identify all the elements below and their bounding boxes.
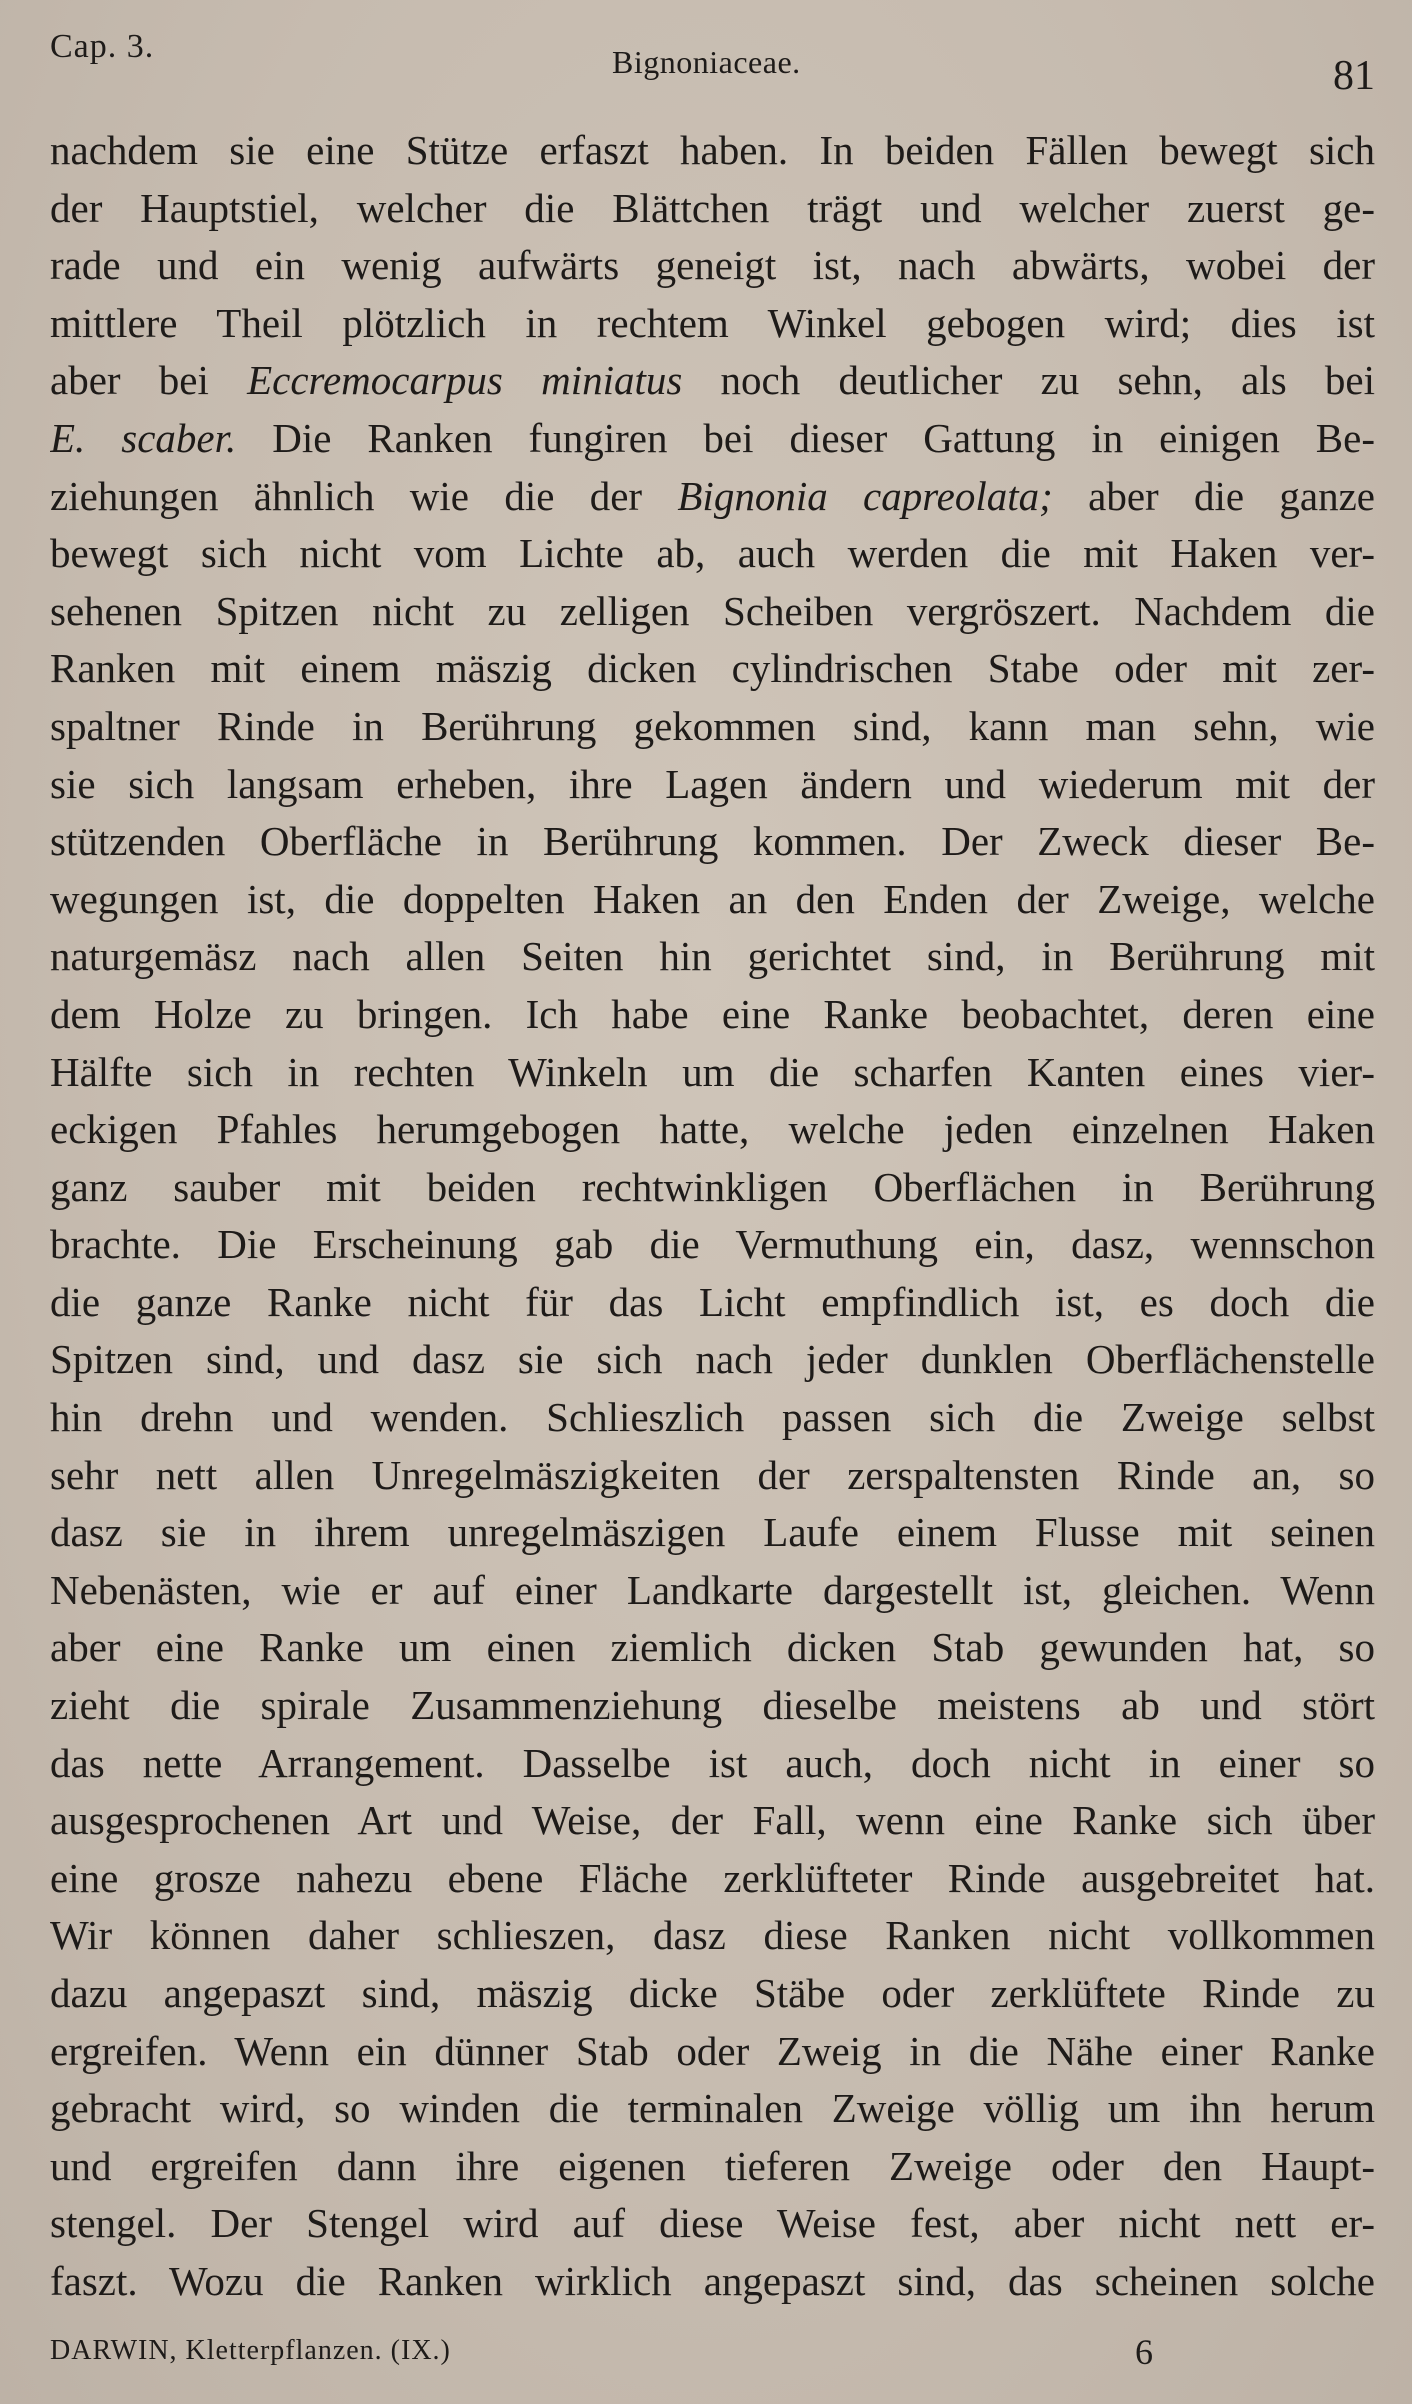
text-segment-before: faszt. Wozu die Ranken wirklich angepaszt sind, das scheinen solche <box>50 2257 1375 2304</box>
text-line <box>50 2253 1375 2311</box>
text-line <box>50 813 1375 871</box>
italic-taxon-name: Bignonia capreolata; <box>677 472 1053 519</box>
page-number: 81 <box>1333 53 1375 99</box>
text-segment-before: nachdem sie eine Stütze erfaszt haben. In beiden Fällen bewegt sich <box>50 127 1375 173</box>
text-line <box>50 295 1375 353</box>
page-footer <box>50 2332 1375 2385</box>
text-line <box>50 1447 1375 1505</box>
text-line <box>50 871 1375 929</box>
text-line <box>50 1331 1375 1389</box>
text-line <box>50 583 1375 641</box>
text-segment-before: sehr nett allen Unregelmäszigkeiten der zerspaltensten Rinde an, so <box>50 1451 1375 1498</box>
text-segment-before: Wir können daher schlieszen, dasz diese Ranken nicht vollkommen <box>50 1912 1375 1959</box>
text-line <box>50 122 1375 180</box>
text-segment-before: die ganze Ranke nicht für das Licht empfindlich ist, es doch die <box>50 1278 1375 1325</box>
text-line <box>50 2195 1375 2253</box>
text-line <box>50 1619 1375 1677</box>
text-segment-before: bewegt sich nicht vom Lichte ab, auch werden die mit Haken ver- <box>50 530 1375 577</box>
text-line <box>50 1504 1375 1562</box>
text-line <box>50 756 1375 814</box>
text-segment-before: Nebenästen, wie er auf einer Landkarte dargestellt ist, gleichen. Wenn <box>50 1566 1375 1613</box>
text-line <box>50 1389 1375 1447</box>
text-line <box>50 640 1375 698</box>
text-segment-before: Spitzen sind, und dasz sie sich nach jeder dunklen Oberflächenstelle <box>50 1336 1375 1383</box>
text-segment-before: aber eine Ranke um einen ziemlich dicken Stab gewunden hat, so <box>50 1624 1375 1671</box>
text-segment-before: wegungen ist, die doppelten Haken an den Enden der Zweige, welche <box>50 875 1375 922</box>
text-line <box>50 928 1375 986</box>
text-line <box>50 180 1375 238</box>
text-segment-before: dazu angepaszt sind, mäszig dicke Stäbe oder zerklüftete Rinde zu <box>50 1970 1375 2016</box>
text-line <box>50 1216 1375 1274</box>
text-line <box>50 410 1375 468</box>
text-line <box>50 2138 1375 2196</box>
text-segment-before: hin drehn und wenden. Schlieszlich passen sich die Zweige selbst <box>50 1394 1375 1441</box>
text-segment-before: stengel. Der Stengel wird auf diese Weise fest, aber nicht nett er- <box>50 2200 1375 2247</box>
text-line <box>50 1735 1375 1793</box>
running-title: Bignoniaceae. <box>612 44 801 80</box>
text-segment-before: gebracht wird, so winden die terminalen Zweige völlig um ihn herum <box>50 2085 1375 2132</box>
body-text <box>50 122 1375 2311</box>
text-line <box>50 698 1375 756</box>
text-segment-before: dasz sie in ihrem unregelmäszigen Laufe einem Flusse mit seinen <box>50 1509 1375 1556</box>
text-line <box>50 237 1375 295</box>
text-segment-before: und ergreifen dann ihre eigenen tieferen Zweige oder den Haupt- <box>50 2142 1375 2189</box>
text-segment-before: das nette Arrangement. Dasselbe ist auch, doch nicht in einer so <box>50 1739 1375 1786</box>
text-segment-after: noch deutlicher zu sehn, als bei <box>682 357 1375 404</box>
text-segment-before: sehenen Spitzen nicht zu zelligen Scheiben vergröszert. Nachdem die <box>50 587 1375 634</box>
text-segment-before: dem Holze zu bringen. Ich habe eine Ranke beobachtet, deren eine <box>50 990 1375 1037</box>
text-segment-before: Ranken mit einem mäszig dicken cylindrischen Stabe oder mit zer- <box>50 645 1375 692</box>
text-segment-before: der Hauptstiel, welcher die Blättchen trägt und welcher zuerst ge- <box>50 184 1375 231</box>
text-line <box>50 1792 1375 1850</box>
text-line <box>50 986 1375 1044</box>
text-line <box>50 1677 1375 1735</box>
text-segment-before: ausgesprochenen Art und Weise, der Fall, wenn eine Ranke sich über <box>50 1797 1375 1844</box>
text-segment-after: Die Ranken fungiren bei dieser Gattung in einigen Be- <box>236 414 1375 461</box>
text-segment-before: ziehungen ähnlich wie die der <box>50 472 678 519</box>
chapter-label: Cap. 3. <box>50 28 155 65</box>
text-segment-before: mittlere Theil plötzlich in rechtem Winkel gebogen wird; dies ist <box>50 299 1375 346</box>
text-line <box>50 1907 1375 1965</box>
text-line <box>50 1850 1375 1908</box>
text-segment-after: aber die ganze <box>1052 472 1375 519</box>
text-line <box>50 1159 1375 1217</box>
text-segment-before: spaltner Rinde in Berührung gekommen sind, kann man sehn, wie <box>50 702 1375 749</box>
text-line <box>50 525 1375 583</box>
text-segment-before: brachte. Die Erscheinung gab die Vermuthung ein, dasz, wennschon <box>50 1221 1375 1268</box>
italic-taxon-name: Eccremocarpus miniatus <box>247 357 683 404</box>
text-line <box>50 1101 1375 1159</box>
text-segment-before: ergreifen. Wenn ein dünner Stab oder Zweig in die Nähe einer Ranke <box>50 2027 1375 2074</box>
text-line <box>50 2023 1375 2081</box>
text-line <box>50 2080 1375 2138</box>
text-line <box>50 468 1375 526</box>
text-line <box>50 1965 1375 2023</box>
text-segment-before: zieht die spirale Zusammenziehung dieselbe meistens ab und stört <box>50 1682 1375 1729</box>
text-line <box>50 1562 1375 1620</box>
footer-imprint: DARWIN, Kletterpflanzen. (IX.) <box>50 2335 451 2366</box>
italic-taxon-name: E. scaber. <box>50 414 237 461</box>
signature-mark: 6 <box>1135 2332 1153 2372</box>
text-segment-before: Hälfte sich in rechten Winkeln um die scharfen Kanten eines vier- <box>50 1048 1375 1095</box>
text-segment-before: eine grosze nahezu ebene Fläche zerklüfteter Rinde ausgebreitet hat. <box>50 1854 1375 1901</box>
text-segment-before: aber bei <box>50 357 248 404</box>
text-line <box>50 352 1375 410</box>
text-segment-before: sie sich langsam erheben, ihre Lagen ändern und wiederum mit der <box>50 760 1375 807</box>
text-line <box>50 1274 1375 1332</box>
page-header <box>50 22 1375 102</box>
text-line <box>50 1044 1375 1102</box>
text-segment-before: eckigen Pfahles herumgebogen hatte, welche jeden einzelnen Haken <box>50 1106 1375 1153</box>
text-segment-before: stützenden Oberfläche in Berührung kommen. Der Zweck dieser Be- <box>50 818 1375 865</box>
text-segment-before: ganz sauber mit beiden rechtwinkligen Oberflächen in Berührung <box>50 1163 1375 1210</box>
text-segment-before: naturgemäsz nach allen Seiten hin gerichtet sind, in Berührung mit <box>50 933 1375 980</box>
text-segment-before: rade und ein wenig aufwärts geneigt ist, nach abwärts, wobei der <box>50 242 1375 289</box>
